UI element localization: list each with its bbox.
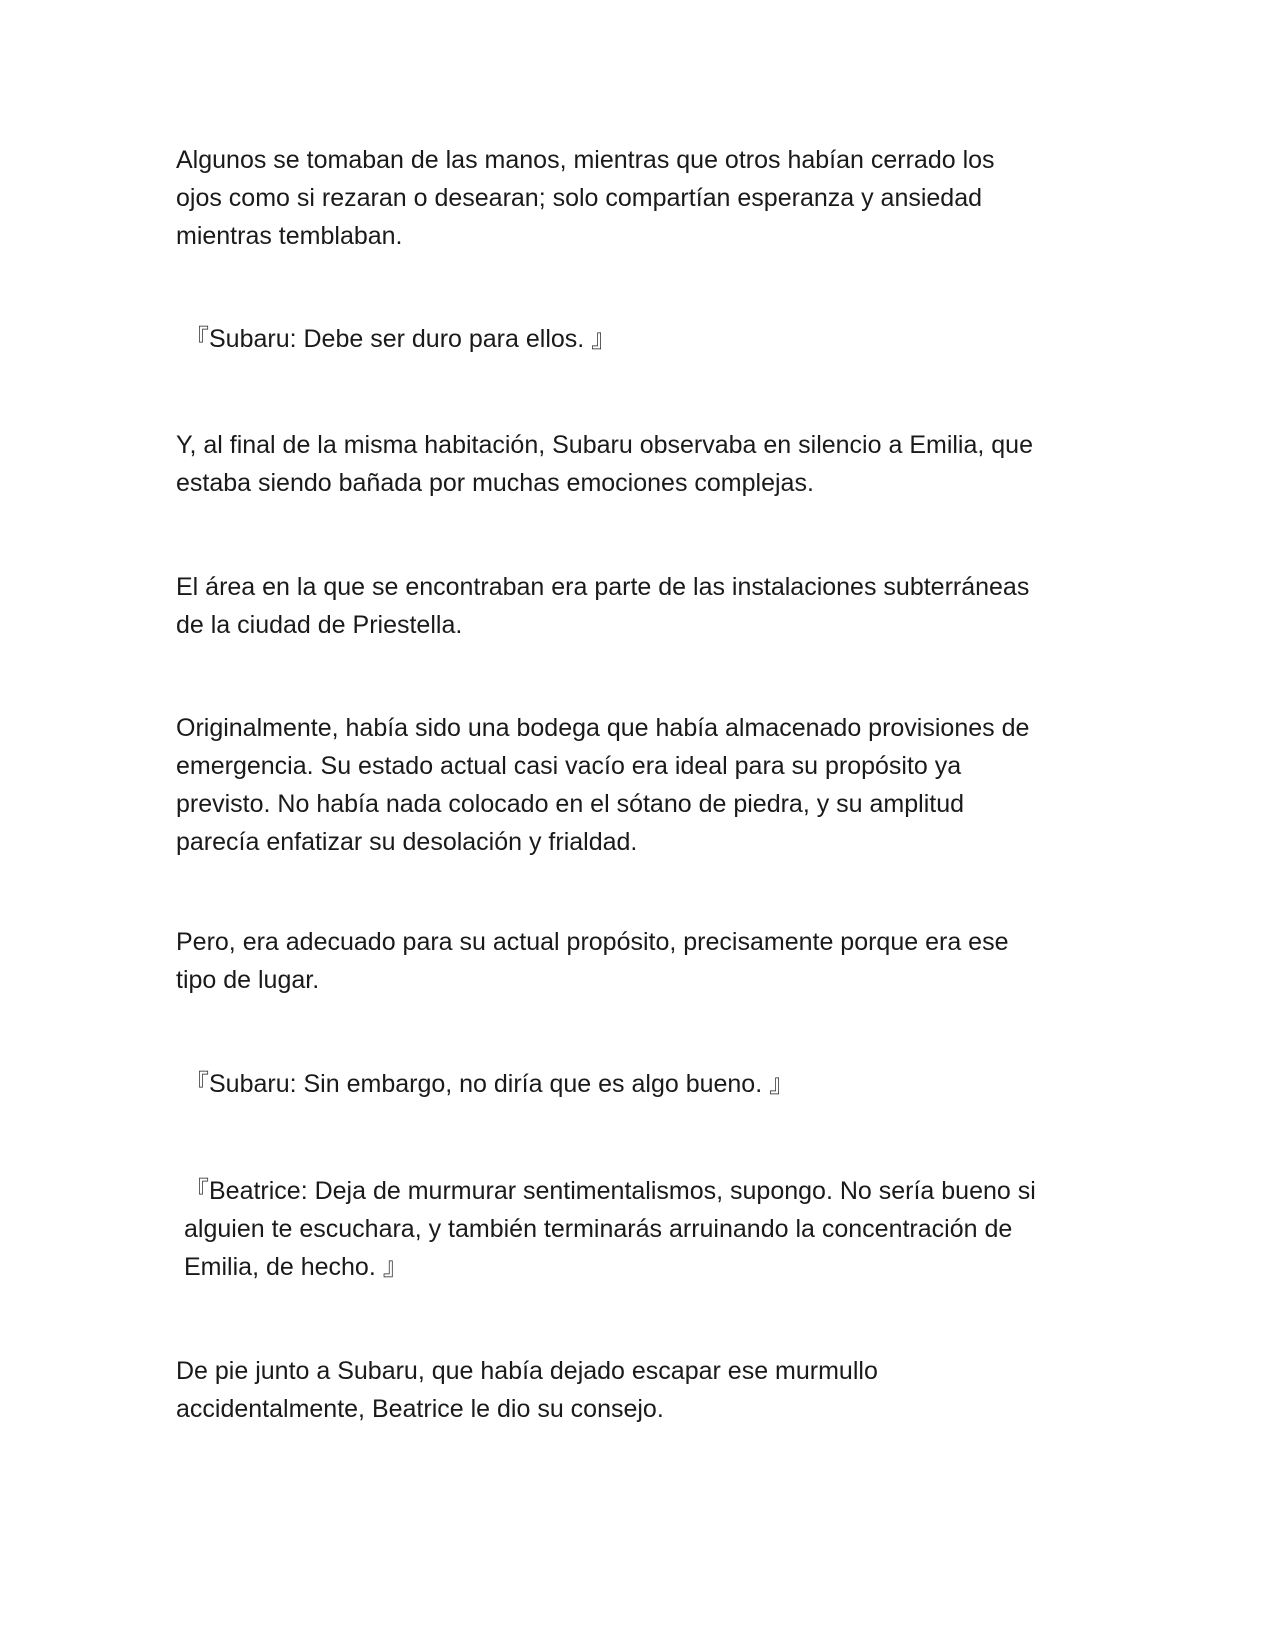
- paragraph: Y, al final de la misma habitación, Subaru observaba en silencio a Emilia, que estaba siendo bañada por muchas emociones complejas.: [176, 431, 1033, 497]
- dialogue-line: 『Subaru: Debe ser duro para ellos. 』: [184, 325, 617, 353]
- dialogue-line: 『Beatrice: Deja de murmurar sentimentalismos, supongo. No sería bueno si alguien te escuchara, y también terminarás arruinando la concentración de Emilia, de hecho. 』: [184, 1177, 1036, 1281]
- paragraph: Pero, era adecuado para su actual propósito, precisamente porque era ese tipo de lugar.: [176, 928, 1009, 994]
- dialogue-line: 『Subaru: Sin embargo, no diría que es algo bueno. 』: [184, 1070, 795, 1098]
- paragraph: De pie junto a Subaru, que había dejado escapar ese murmullo accidentalmente, Beatrice le dio su consejo.: [176, 1357, 878, 1423]
- paragraph: Originalmente, había sido una bodega que había almacenado provisiones de emergencia. Su estado actual casi vacío era ideal para su propósito ya previsto. No había nada colocado en el sótano de piedra, y su amplitud parecía enfatizar su desolación y frialdad.: [176, 714, 1030, 856]
- paragraph: El área en la que se encontraban era parte de las instalaciones subterráneas de la ciudad de Priestella.: [176, 573, 1030, 639]
- paragraph: Algunos se tomaban de las manos, mientras que otros habían cerrado los ojos como si rezaran o desearan; solo compartían esperanza y ansiedad mientras temblaban.: [176, 146, 995, 250]
